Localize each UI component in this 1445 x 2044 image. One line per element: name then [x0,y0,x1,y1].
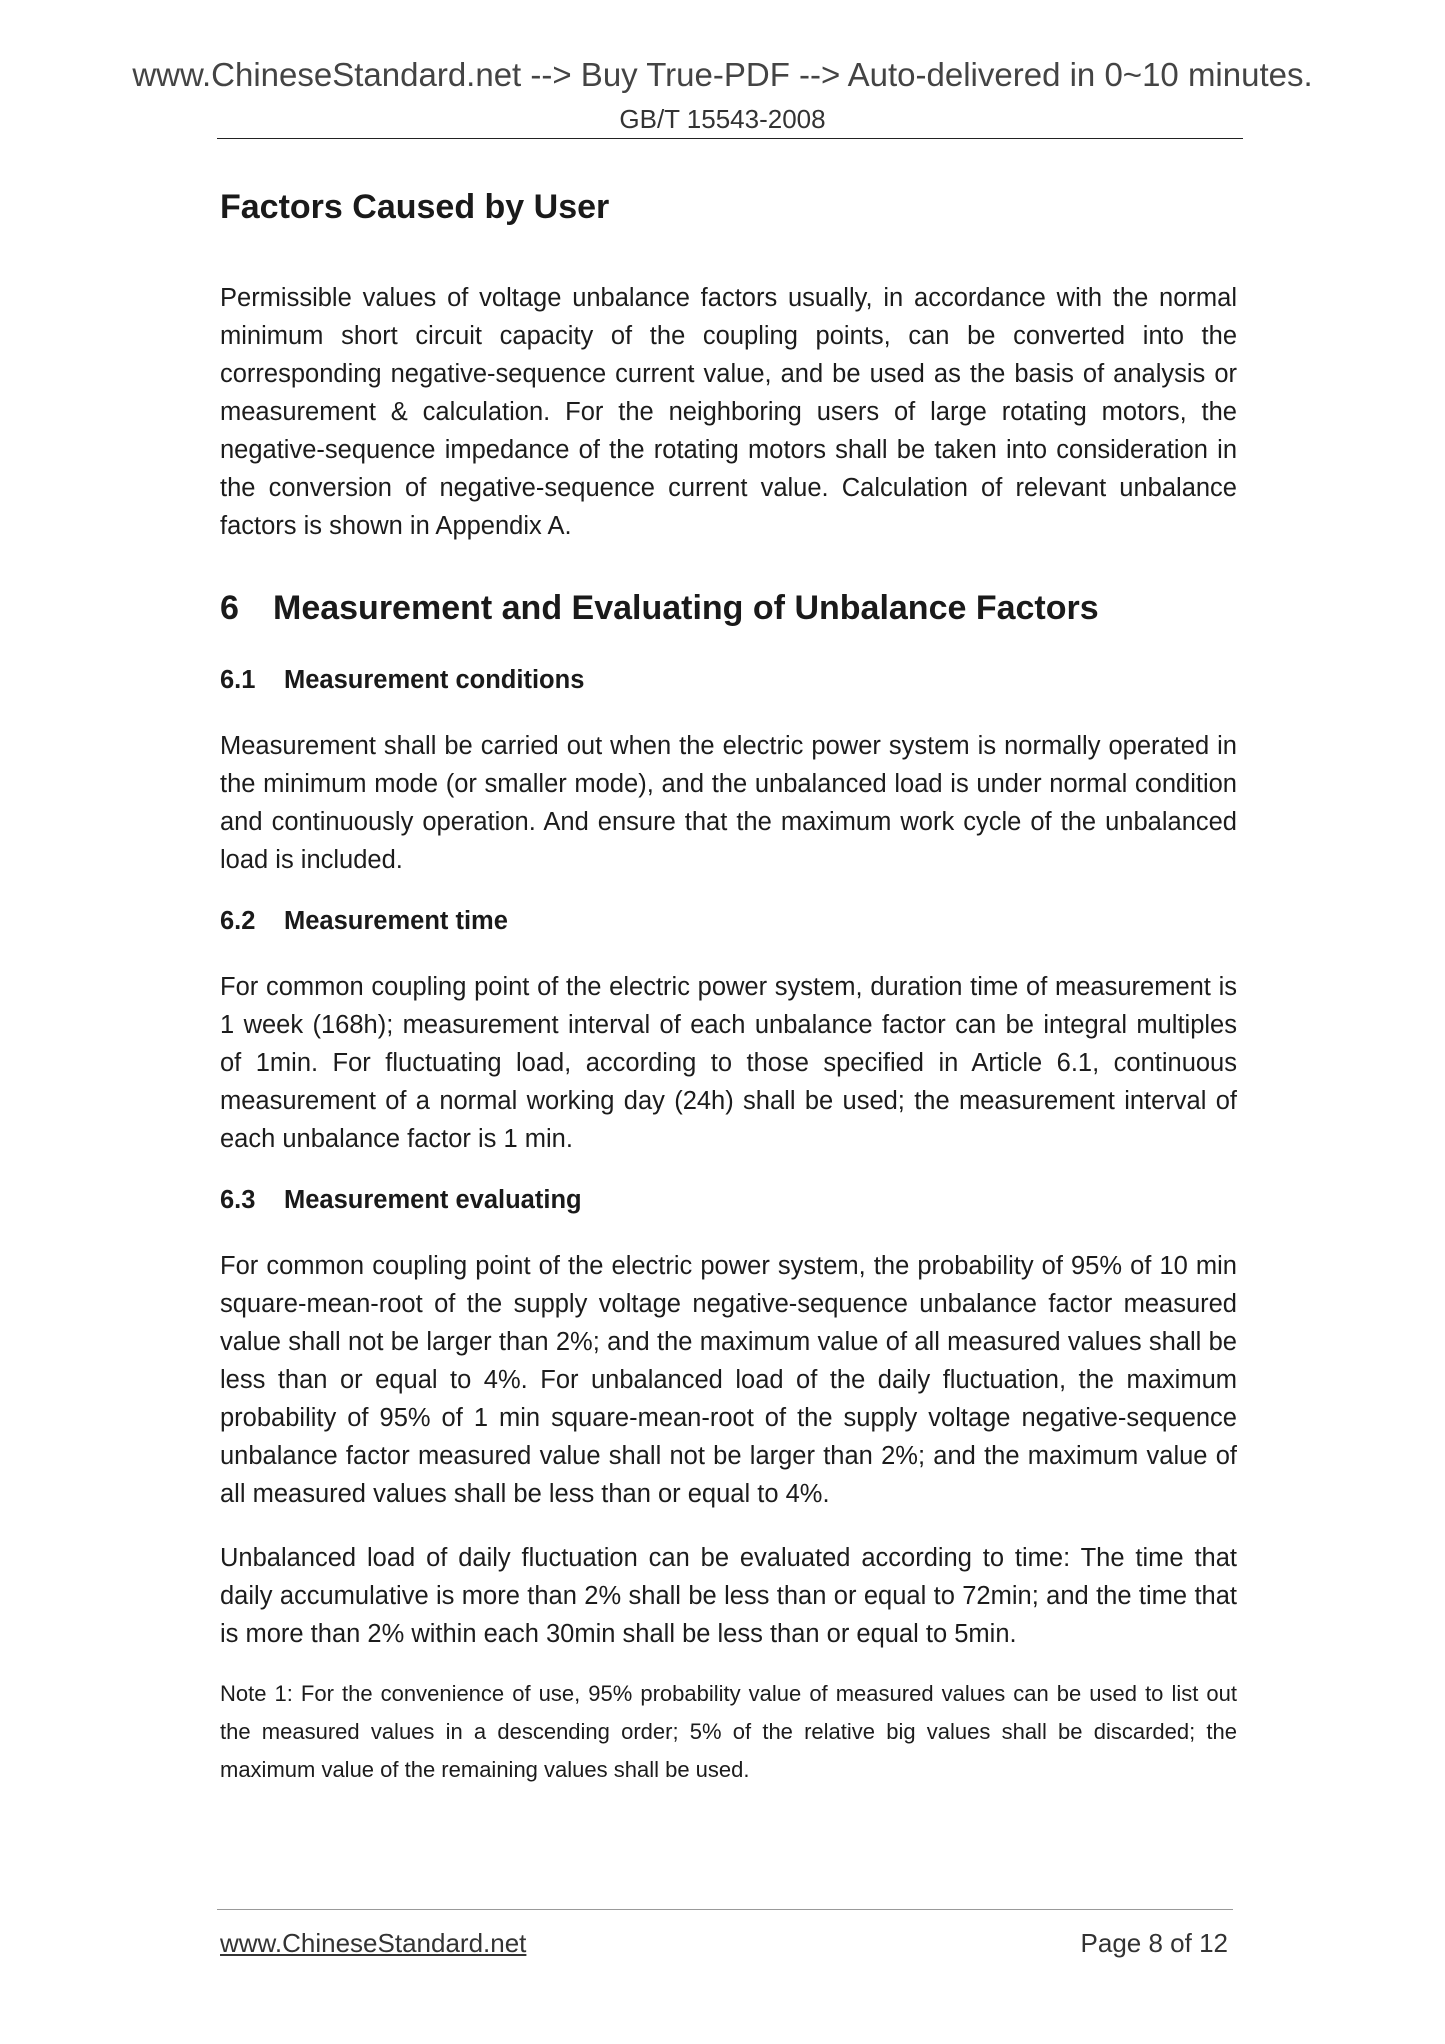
chapter-6-heading [220,589,1237,628]
header-divider [217,138,1243,139]
paragraph-6-1: Measurement shall be carried out when the electric power system is normally operated in the minimum mode (or smaller mode), and the unbalanced load is under normal condition and continuously operation. And ensure that the maximum work cycle of the unbalanced load is included. [220,732,1237,874]
paragraph-factors-user: Permissible values of voltage unbalance factors usually, in accordance with the normal minimum short circuit capacity of the coupling points, can be converted into the corresponding negative-sequence current value, and be used as the basis of analysis or measurement & calculation. For the neighboring users of large rotating motors, the negative-sequence impedance of the rotating motors shall be taken into consideration in the conversion of negative-sequence current value. Calculation of relevant unbalance factors is shown in Appendix A. [220,284,1237,540]
paragraph-6-3-b: Unbalanced load of daily fluctuation can be evaluated according to time: The time that daily accumulative is more than 2% shall be less than or equal to 72min; and the time that is more than 2% within each 30min shall be less than or equal to 5min. [220,1544,1237,1648]
page-body [220,188,1237,1789]
section-6-2-heading [220,907,1237,936]
document-code: GB/T 15543-2008 [619,104,826,134]
footer-divider [217,1909,1233,1910]
section-title-factors-user: Factors Caused by User [220,188,610,226]
section-number: 6.1 [220,666,256,694]
chapter-title: Measurement and Evaluating of Unbalance Factors [273,589,1099,627]
section-6-1-heading [220,666,1237,695]
note-1: Note 1: For the convenience of use, 95% probability value of measured values can be used to list out the measured values in a descending order; 5% of the relative big values shall be discarded; the maximum value of the remaining values shall be used. [220,1681,1237,1782]
paragraph-6-2: For common coupling point of the electric power system, duration time of measurement is 1 week (168h); measurement interval of each unbalance factor can be integral multiples of 1min. For fluctuating load, according to those specified in Article 6.1, continuous measurement of a normal working day (24h) shall be used; the measurement interval of each unbalance factor is 1 min. [220,973,1237,1153]
section-title: Measurement evaluating [284,1186,582,1214]
section-title: Measurement conditions [284,666,585,694]
section-number: 6.2 [220,907,256,935]
section-title: Measurement time [284,907,508,935]
section-number: 6.3 [220,1186,256,1214]
section-6-3-heading [220,1186,1237,1215]
footer-website-link[interactable]: www.ChineseStandard.net [220,1928,527,1958]
header-banner: www.ChineseStandard.net --> Buy True-PDF --> Auto-delivered in 0~10 minutes. [132,56,1313,93]
page-number: Page 8 of 12 [1080,1928,1228,1958]
paragraph-6-3-a: For common coupling point of the electric power system, the probability of 95% of 10 min square-mean-root of the supply voltage negative-sequence unbalance factor measured value shall not be larger than 2%; and the maximum value of all measured values shall be less than or equal to 4%. For unbalanced load of the daily fluctuation, the maximum probability of 95% of 1 min square-mean-root of the supply voltage negative-sequence unbalance factor measured value shall not be larger than 2%; and the maximum value of all measured values shall be less than or equal to 4%. [220,1252,1237,1508]
chapter-number: 6 [220,589,239,627]
